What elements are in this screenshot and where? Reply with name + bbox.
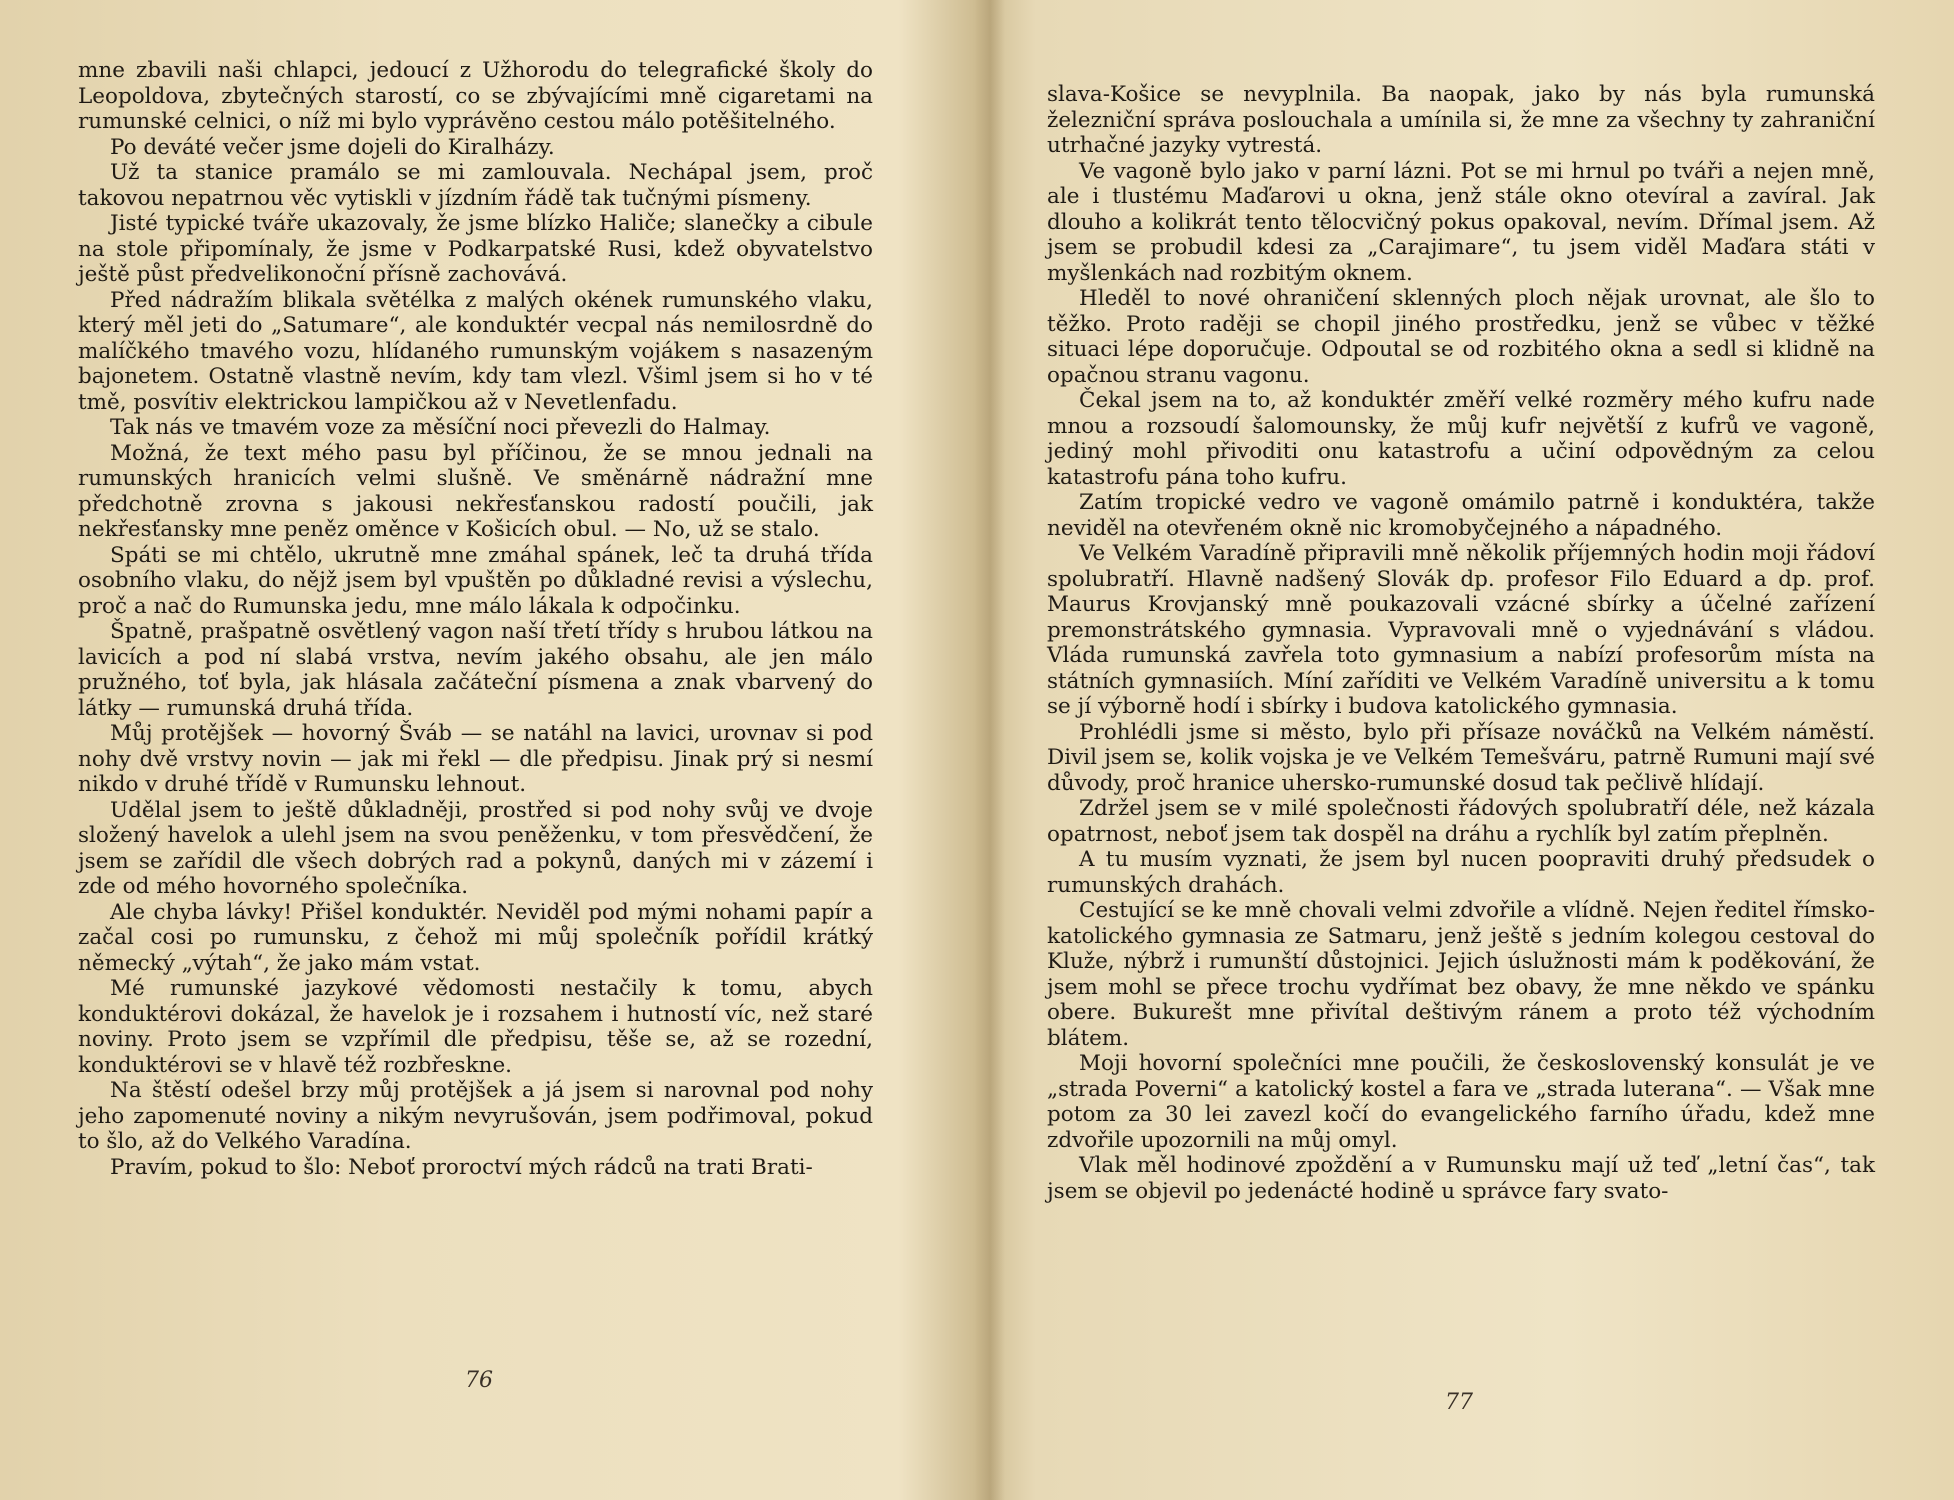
page-number: 76 xyxy=(465,1368,493,1393)
paragraph: Ve vagoně bylo jako v parní lázni. Pot se mi hrnul po tváři a nejen mně, ale i tlustému Maďarovi u okna, jenž stále okno otevíral a zavíral. Jak dlouho a kolikrát tento tělocvičný pokus opakoval, nevím. Dřímal jsem. Až jsem se probudil kdesi za „Carajimare“, tu jsem viděl Maďara státi v myšlenkách nad rozbitým oknem. xyxy=(1047,158,1875,286)
paragraph: Na štěstí odešel brzy můj protějšek a já jsem si narovnal pod nohy jeho zapomenuté noviny a nikým nevyrušován, jsem podřimoval, pokud to šlo, až do Velkého Varadína. xyxy=(78,1078,873,1154)
paragraph: Možná, že text mého pasu byl příčinou, že se mnou jednali na rumunských hranicích velmi slušně. Ve směnárně nádražní mne předchotně zrovna s jakousi nekřesťanskou radostí poučili, jak nekřesťansky mne peněz oměnce v Košicích obul. — No, už se stalo. xyxy=(78,440,873,542)
left-page xyxy=(0,0,975,1500)
paragraph: Ale chyba lávky! Přišel konduktér. Neviděl pod mými nohami papír a začal cosi po rumunsku, z čehož mi můj společník pořídil krátký německý „výtah“, že jako mám vstat. xyxy=(78,899,873,976)
paragraph: Jisté typické tváře ukazovaly, že jsme blízko Haliče; slanečky a cibule na stole připomínaly, že jsme v Podkarpatské Rusi, kdež obyvatelstvo ještě půst předvelikonoční přísně zachovává. xyxy=(78,211,873,287)
paragraph: Zatím tropické vedro ve vagoně omámilo patrně i konduktéra, takže neviděl na otevřeném okně nic kromobyčejného a nápadného. xyxy=(1047,490,1875,541)
paragraph: Pravím, pokud to šlo: Neboť proroctví mých rádců na trati Brati- xyxy=(110,1154,813,1180)
paragraph: Cestující se ke mně chovali velmi zdvořile a vlídně. Nejen ředitel římsko-katolického gymnasia ze Satmaru, jenž ještě s jedním kolegou cestoval do Kluže, nýbrž i rumunští důstojnici. Jejich úslužnosti mám k poděkování, že jsem mohl se přece trochu vydřímat bez obavy, že mne někdo ve spánku obere. Bukurešt mne přivítal deštivým ránem a proto též východním blátem. xyxy=(1047,898,1875,1051)
paragraph: Už ta stanice pramálo se mi zamlouvala. Nechápal jsem, proč takovou nepatrnou věc vytiskli v jízdním řádě tak tučnými písmeny. xyxy=(78,160,873,211)
left-page-text xyxy=(78,58,873,1180)
paragraph: Před nádražím blikala světélka z malých okének rumunského vlaku, který měl jeti do „Satumare“, ale konduktér vecpal nás nemilosrdně do malíčkého tmavého vozu, hlídaného rumunským vojákem s nasazeným bajonetem. Ostatně vlastně nevím, kdy tam vlezl. Všiml jsem si ho v té tmě, posvítiv elektrickou lampičkou až v Nevetlenfadu. xyxy=(78,287,873,415)
paragraph: Vlak měl hodinové zpoždění a v Rumunsku mají už teď „letní čas“, tak jsem se objevil po jedenácté hodině u správce fary svato- xyxy=(1047,1153,1875,1204)
right-page-text xyxy=(1047,82,1875,1204)
paragraph: Čekal jsem na to, až konduktér změří velké rozměry mého kufru nade mnou a rozsoudí šalomounsky, že můj kufr největší z kufrů ve vagoně, jediný mohl přivoditi onu katastrofu a učiní odpovědným za celou katastrofu pána toho kufru. xyxy=(1047,388,1875,490)
paragraph: Špatně, prašpatně osvětlený vagon naší třetí třídy s hrubou látkou na lavicích a pod ní slabá vrstva, nevím jakého obsahu, ale jen málo pružného, toť byla, jak hlásala začáteční písmena a znak vbarvený do látky — rumunská druhá třída. xyxy=(78,619,873,721)
paragraph: Mé rumunské jazykové vědomosti nestačily k tomu, abych konduktérovi dokázal, že havelok je i rozsahem i hutností víc, než staré noviny. Proto jsem se vzpřímil dle předpisu, těše se, až se rozední, konduktérovi se v hlavě též rozbřeskne. xyxy=(78,976,873,1078)
paragraph: A tu musím vyznati, že jsem byl nucen poopraviti druhý předsudek o rumunských drahách. xyxy=(1047,847,1875,898)
paragraph: Po deváté večer jsme dojeli do Kiralházy. xyxy=(110,134,555,160)
paragraph: Můj protějšek — hovorný Šváb — se natáhl na lavici, urovnav si pod nohy dvě vrstvy novin — jak mi řekl — dle předpisu. Jinak prý si nesmí nikdo v druhé třídě v Rumunsku lehnout. xyxy=(78,721,873,797)
paragraph: Hleděl to nové ohraničení sklenných ploch nějak urovnat, ale šlo to těžko. Proto raději se chopil jiného prostředku, jenž se vůbec v těžké situaci lépe doporučuje. Odpoutal se od rozbitého okna a sedl si klidně na opačnou stranu vagonu. xyxy=(1047,286,1875,388)
paragraph: Spáti se mi chtělo, ukrutně mne zmáhal spánek, leč ta druhá třída osobního vlaku, do nějž jsem byl vpuštěn po důkladné revisi a výslechu, proč a nač do Rumunska jedu, mne málo lákala k odpočinku. xyxy=(78,542,873,619)
right-page xyxy=(1005,0,1954,1500)
book-gutter xyxy=(975,0,1005,1500)
paragraph: Tak nás ve tmavém voze za měsíční noci převezli do Halmay. xyxy=(110,415,771,440)
paragraph: mne zbavili naši chlapci, jedoucí z Užhorodu do telegrafické školy do Leopoldova, zbytečných starostí, co se zbývajícími mně cigaretami na rumunské celnici, o níž mi bylo vyprávěno cestou málo potěšitelného. xyxy=(78,58,873,134)
paragraph: Zdržel jsem se v milé společnosti řádových spolubratří déle, než kázala opatrnost, neboť jsem tak dospěl na dráhu a rychlík byl zatím přeplněn. xyxy=(1047,796,1875,847)
paragraph: Prohlédli jsme si město, bylo při přísaze nováčků na Velkém náměstí. Divil jsem se, kolik vojska je ve Velkém Temešváru, patrně Rumuni mají své důvody, proč hranice uhersko-rumunské dosud tak pečlivě hlídají. xyxy=(1047,719,1875,796)
paragraph: Moji hovorní společníci mne poučili, že československý konsulát je ve „strada Poverni“ a katolický kostel a fara ve „strada luterana“. — Však mne potom za 30 lei zavezl kočí do evangelického farního úřadu, kdež mne zdvořile upozornili na můj omyl. xyxy=(1047,1051,1875,1153)
paragraph: slava-Košice se nevyplnila. Ba naopak, jako by nás byla rumunská železniční správa poslouchala a umínila si, že mne za všechny ty zahraniční utrhačné jazyky vytrestá. xyxy=(1047,82,1875,158)
paragraph: Udělal jsem to ještě důkladněji, prostřed si pod nohy svůj ve dvoje složený havelok a ulehl jsem na svou peněženku, v tom přesvědčení, že jsem se zařídil dle všech dobrých rad a pokynů, daných mi v zázemí i zde od mého hovorného společníka. xyxy=(78,797,873,899)
page-number: 77 xyxy=(1445,1390,1473,1415)
paragraph: Ve Velkém Varadíně připravili mně několik příjemných hodin moji řádoví spolubratří. Hlavně nadšený Slovák dp. profesor Filo Eduard a dp. prof. Maurus Krovjanský mně poukazovali vzácné sbírky a účelné zařízení premonstrátského gymnasia. Vypravovali mně o vyjednávání s vládou. Vláda rumunská zavřela toto gymnasium a nabízí profesorům místa na státních gymnasiích. Míní zaříditi ve Velkém Varadíně universitu a k tomu se jí výborně hodí i sbírky i budova katolického gymnasia. xyxy=(1047,541,1875,719)
